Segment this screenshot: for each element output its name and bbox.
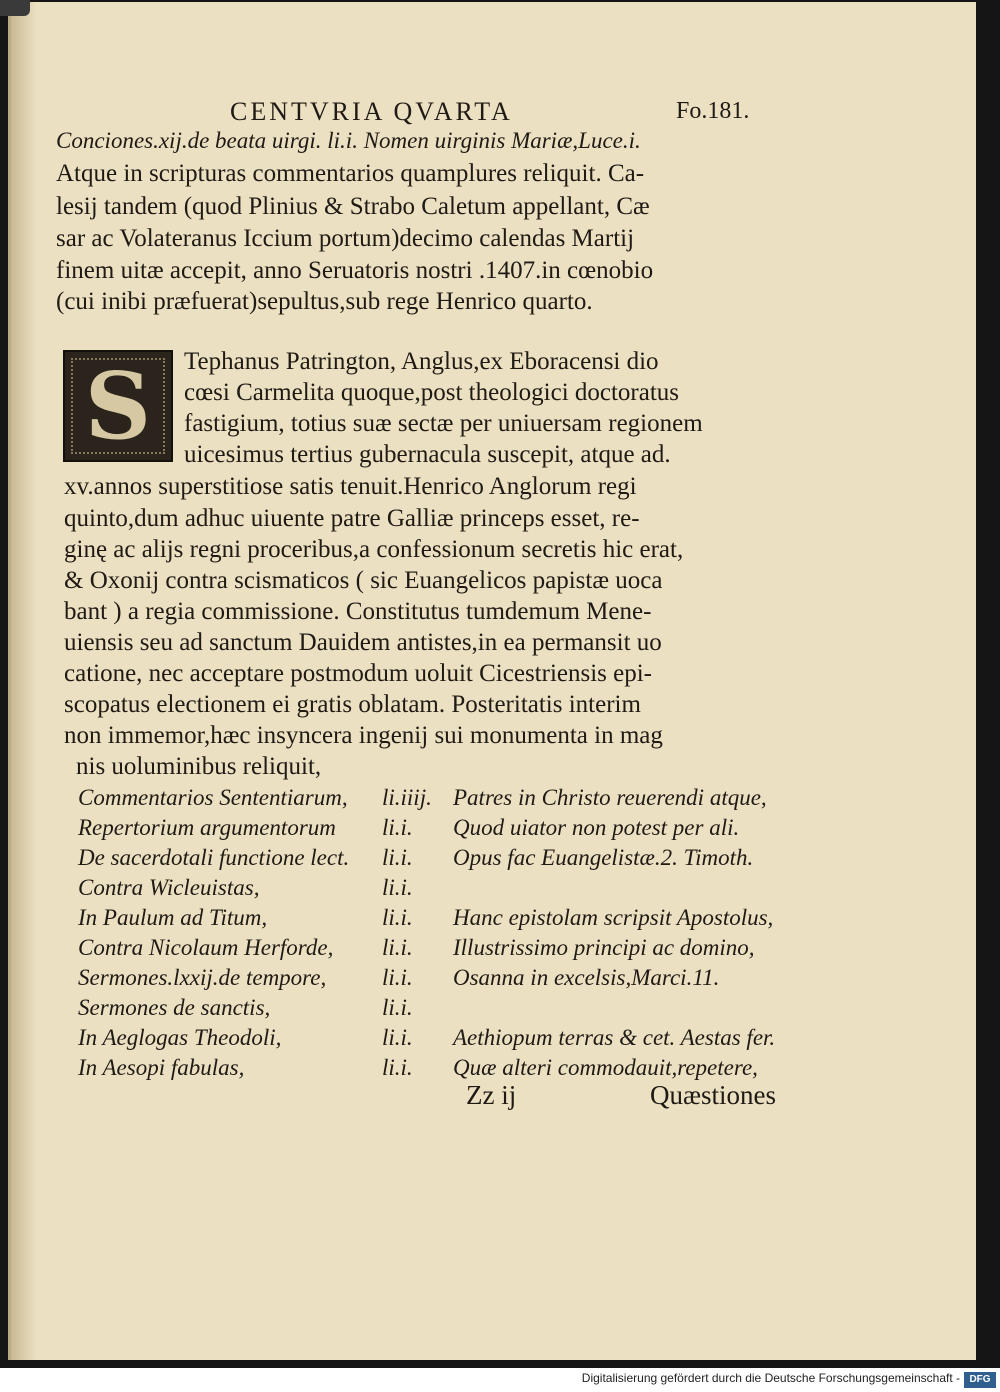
work-books: li.i.	[382, 1055, 413, 1080]
body-line: uiensis seu ad sanctum Dauidem antistes,in ea permansit uo	[64, 629, 662, 656]
work-title: Sermones.lxxij.de tempore,	[78, 965, 327, 990]
work-incipit: Quod uiator non potest per ali.	[453, 815, 740, 840]
work-books: li.iiij.	[382, 785, 432, 810]
body-line: xv.annos superstitiose satis tenuit.Henrico Anglorum regi	[64, 473, 637, 500]
ornamental-initial	[63, 350, 173, 462]
work-books: li.i.	[382, 965, 413, 990]
page-spine-shadow	[11, 2, 37, 1360]
work-title: In Aeglogas Theodoli,	[78, 1025, 282, 1050]
work-books: li.i.	[382, 905, 413, 930]
body-line: fastigium, totius suæ sectæ per uniuersam regionem	[184, 410, 703, 437]
body-line: ginę ac alijs regni proceribus,a confessionum secretis hic erat,	[64, 536, 684, 563]
body-line: & Oxonij contra scismaticos ( sic Euangelicos papistæ uoca	[64, 567, 663, 594]
body-line: uicesimus tertius gubernacula suscepit, atque ad.	[184, 441, 671, 468]
catchword: Quæstiones	[650, 1080, 777, 1110]
work-books: li.i.	[382, 815, 413, 840]
body-line: Conciones.xij.de beata uirgi. li.i. Nomen uirginis Mariæ,Luce.i.	[56, 128, 641, 153]
signature-mark: Zz ij	[466, 1080, 517, 1110]
work-incipit: Aethiopum terras & cet. Aestas fer.	[453, 1025, 776, 1050]
work-title: Commentarios Sententiarum,	[78, 785, 348, 810]
work-title: Contra Wicleuistas,	[78, 875, 260, 900]
folio-number: Fo.181.	[676, 98, 750, 124]
work-books: li.i.	[382, 845, 413, 870]
footer-credit: Digitalisierung gefördert durch die Deutsche Forschungsgemeinschaft -	[581, 1371, 960, 1385]
body-line: Atque in scripturas commentarios quamplures reliquit. Ca-	[56, 160, 645, 187]
running-title: CENTVRIA QVARTA	[230, 97, 513, 126]
work-incipit: Quæ alteri commodauit,repetere,	[453, 1055, 758, 1080]
body-line: quinto,dum adhuc uiuente patre Galliæ princeps esset, re-	[64, 505, 640, 532]
body-line: scopatus electionem ei gratis oblatam. Posteritatis interim	[64, 691, 641, 718]
work-title: Sermones de sanctis,	[78, 995, 271, 1020]
work-incipit: Patres in Christo reuerendi atque,	[453, 785, 767, 810]
body-line: catione, nec acceptare postmodum uoluit Cicestriensis epi-	[64, 660, 653, 687]
body-line: (cui inibi præfuerat)sepultus,sub rege Henrico quarto.	[56, 288, 593, 315]
work-books: li.i.	[382, 995, 413, 1020]
body-line: finem uitæ accepit, anno Seruatoris nostri .1407.in cœnobio	[56, 257, 654, 284]
work-incipit: Opus fac Euangelistæ.2. Timoth.	[453, 845, 754, 870]
work-books: li.i.	[382, 1025, 413, 1050]
body-line: lesij tandem (quod Plinius & Strabo Caletum appellant, Cæ	[56, 193, 650, 220]
body-line: Tephanus Patrington, Anglus,ex Eboracensi dio	[184, 348, 659, 375]
body-line: bant ) a regia commissione. Constitutus tumdemum Mene-	[64, 598, 652, 625]
work-incipit: Illustrissimo principi ac domino,	[453, 935, 755, 960]
body-line: cœsi Carmelita quoque,post theologici doctoratus	[184, 379, 680, 406]
running-header	[230, 97, 790, 127]
body-line: sar ac Volateranus Iccium portum)decimo calendas Martij	[56, 225, 635, 252]
work-incipit: Osanna in excelsis,Marci.11.	[453, 965, 720, 990]
work-title: Repertorium argumentorum	[78, 815, 336, 840]
work-incipit: Hanc epistolam scripsit Apostolus,	[453, 905, 774, 930]
work-title: Contra Nicolaum Herforde,	[78, 935, 334, 960]
body-line: nis uoluminibus reliquit,	[76, 753, 322, 780]
work-title: In Paulum ad Titum,	[78, 905, 268, 930]
work-books: li.i.	[382, 875, 413, 900]
binding-clip	[0, 0, 30, 16]
work-books: li.i.	[382, 935, 413, 960]
dfg-logo-icon: DFG	[964, 1372, 996, 1388]
body-line: non immemor,hæc insyncera ingenij sui monumenta in mag	[64, 722, 663, 749]
work-title: De sacerdotali functione lect.	[78, 845, 350, 870]
work-title: In Aesopi fabulas,	[78, 1055, 245, 1080]
initial-letter: S	[84, 352, 152, 460]
